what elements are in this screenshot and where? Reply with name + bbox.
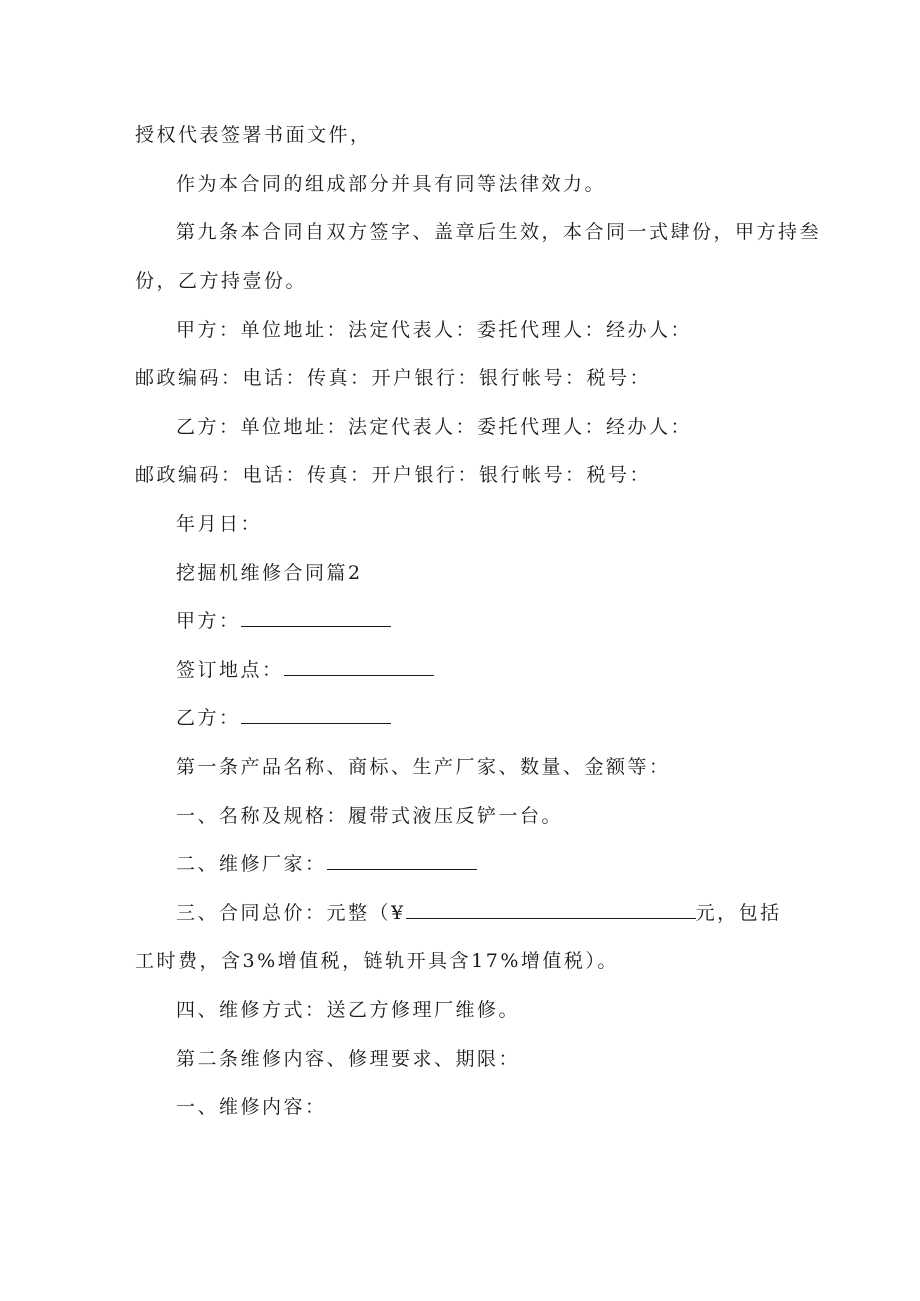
text-line: 一、维修内容：	[176, 1096, 327, 1118]
article-heading: 第二条维修内容、修理要求、期限：	[176, 1048, 521, 1070]
article-heading: 第一条产品名称、商标、生产厂家、数量、金额等：	[176, 756, 671, 778]
fill-in-blank	[327, 851, 477, 870]
fill-in-blank	[241, 705, 391, 724]
text-line: 一、名称及规格：履带式液压反铲一台。	[176, 805, 564, 827]
repair-factory-field	[176, 851, 477, 877]
party-b-info-line: 乙方：单位地址：法定代表人：委托代理人：经办人：	[176, 416, 693, 438]
field-label: 甲方：	[176, 610, 241, 632]
text-line: 四、维修方式：送乙方修理厂维修。	[176, 999, 521, 1021]
signing-place-field	[176, 657, 434, 683]
text-line: 第九条本合同自双方签字、盖章后生效，本合同一式肆份，甲方持叁	[176, 221, 822, 243]
date-line: 年月日：	[176, 513, 263, 535]
total-price-line	[176, 900, 782, 926]
fill-in-blank	[284, 657, 434, 676]
text-line: 授权代表签署书面文件，	[135, 124, 372, 146]
fill-in-blank	[406, 900, 696, 919]
party-a-info-line: 甲方：单位地址：法定代表人：委托代理人：经办人：	[176, 319, 693, 341]
text-line: 份，乙方持壹份。	[135, 270, 308, 292]
field-label: 三、合同总价：元整（¥	[176, 902, 406, 924]
party-a-field	[176, 608, 391, 634]
text-line: 作为本合同的组成部分并具有同等法律效力。	[176, 173, 607, 195]
field-label: 乙方：	[176, 707, 241, 729]
field-label: 二、维修厂家：	[176, 853, 327, 875]
party-a-contact-line: 邮政编码：电话：传真：开户银行：银行帐号：税号：	[135, 367, 652, 389]
party-b-contact-line: 邮政编码：电话：传真：开户银行：银行帐号：税号：	[135, 464, 652, 486]
text-line: 工时费，含3%增值税，链轨开具含17%增值税）。	[135, 950, 619, 972]
field-suffix: 元，包括	[695, 902, 782, 924]
party-b-field	[176, 705, 391, 731]
field-label: 签订地点：	[176, 659, 284, 681]
section-heading: 挖掘机维修合同篇2	[176, 562, 363, 584]
fill-in-blank	[241, 608, 391, 627]
